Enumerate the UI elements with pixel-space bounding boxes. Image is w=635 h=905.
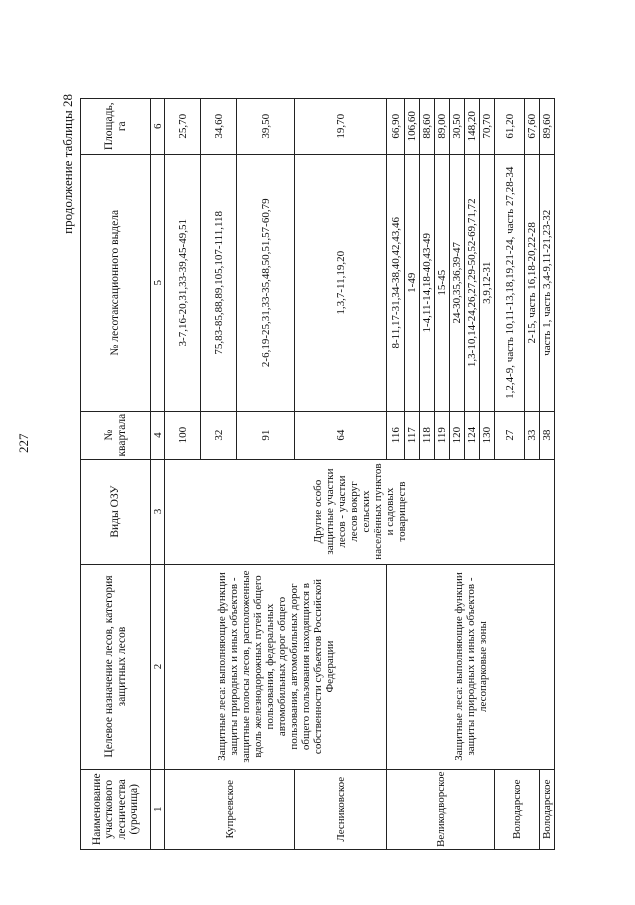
quarter-cell: 117 xyxy=(405,411,420,459)
col-num: 4 xyxy=(151,411,165,459)
vydel-cell: 1,3-10,14-24,26,27,29-50,52-69,71,72 xyxy=(465,154,480,411)
area-cell: 70,70 xyxy=(480,98,495,154)
purpose-forest-park: Защитные леса: выполняющие функции защиты природных и иных объектов - лесопарковые зоны xyxy=(387,564,555,769)
quarter-cell: 130 xyxy=(480,411,495,459)
table-caption: продолжение таблицы 28 xyxy=(60,94,75,234)
col-num: 6 xyxy=(151,98,165,154)
vydel-cell: 1,2,4-9, часть 10,11-13,18,19,21-24, часть 27,28-34 xyxy=(495,154,525,411)
vydel-cell: 3,9,12-31 xyxy=(480,154,495,411)
area-cell: 148,20 xyxy=(465,98,480,154)
area-cell: 39,50 xyxy=(237,98,295,154)
area-cell: 67,60 xyxy=(525,98,540,154)
page-number: 227 xyxy=(16,433,31,453)
col-num: 2 xyxy=(151,564,165,769)
vydel-cell: 2-6,19-25,31,33-35,48,50,51,57-60,79 xyxy=(237,154,295,411)
area-cell: 19,70 xyxy=(295,98,387,154)
area-cell: 30,50 xyxy=(450,98,465,154)
forest-table xyxy=(80,98,555,850)
ozu-type: Другие особо защитные участки лесов - участки лесов вокруг сельских населённых пунктов и садовых товариществ xyxy=(165,459,555,564)
area-cell: 34,60 xyxy=(201,98,237,154)
quarter-cell: 64 xyxy=(295,411,387,459)
header-purpose: Целевое назначение лесов, категория защитных лесов xyxy=(81,564,151,769)
quarter-cell: 27 xyxy=(495,411,525,459)
forestry-kupreevskoe: Купреевское xyxy=(165,769,295,849)
quarter-cell: 38 xyxy=(540,411,555,459)
col-num: 1 xyxy=(151,769,165,849)
area-cell: 106,60 xyxy=(405,98,420,154)
quarter-cell: 100 xyxy=(165,411,201,459)
vydel-cell: 3-7,16-20,31,33-39,45-49,51 xyxy=(165,154,201,411)
vydel-cell: 24-30,35,36,39-47 xyxy=(450,154,465,411)
forestry-volodarskoe: Володарское xyxy=(540,769,555,849)
forestry-velikodvorskoe: Великодворское xyxy=(387,769,495,849)
vydel-cell: 1-49 xyxy=(405,154,420,411)
forestry-volodarskoe: Володарское xyxy=(495,769,540,849)
quarter-cell: 116 xyxy=(387,411,405,459)
vydel-cell: 1-4,11-14,18-40,43-49 xyxy=(420,154,435,411)
table-row xyxy=(165,98,201,849)
vydel-cell: 8-11,17-31,34-38,40,42,43,46 xyxy=(387,154,405,411)
col-num: 3 xyxy=(151,459,165,564)
area-cell: 25,70 xyxy=(165,98,201,154)
vydel-cell: 1,3,7-11,19,20 xyxy=(295,154,387,411)
column-number-row xyxy=(151,98,165,849)
header-forestry: Наименование участкового лесничества (урочища) xyxy=(81,769,151,849)
rotated-page-content xyxy=(60,50,580,850)
header-ozu: Виды ОЗУ xyxy=(81,459,151,564)
quarter-cell: 91 xyxy=(237,411,295,459)
quarter-cell: 119 xyxy=(435,411,450,459)
quarter-cell: 32 xyxy=(201,411,237,459)
area-cell: 66,90 xyxy=(387,98,405,154)
purpose-protective-strips: Защитные леса: выполняющие функции защиты природных и иных объектов - защитные полосы лесов, расположенные вдоль железнодорожных путей общего пользования, федеральных автомобильных дорог общего пользования, автомобильных дорог общего пользования находящихся в собственности субъектов Российской Федерации xyxy=(165,564,387,769)
quarter-cell: 33 xyxy=(525,411,540,459)
header-area: Площадь, га xyxy=(81,98,151,154)
area-cell: 88,60 xyxy=(420,98,435,154)
area-cell: 61,20 xyxy=(495,98,525,154)
quarter-cell: 120 xyxy=(450,411,465,459)
area-cell: 89,60 xyxy=(540,98,555,154)
header-quarter: № квартала xyxy=(81,411,151,459)
header-vydel: № лесотаксационного выдела xyxy=(81,154,151,411)
vydel-cell: 75,83-85,88,89,105,107-111,118 xyxy=(201,154,237,411)
quarter-cell: 118 xyxy=(420,411,435,459)
col-num: 5 xyxy=(151,154,165,411)
vydel-cell: 15-45 xyxy=(435,154,450,411)
vydel-cell: часть 1, часть 3,4-9,11-21,23-32 xyxy=(540,154,555,411)
header-row xyxy=(81,98,151,849)
vydel-cell: 2-15, часть 16,18-20,22-28 xyxy=(525,154,540,411)
quarter-cell: 124 xyxy=(465,411,480,459)
forestry-lesnikovskoe: Лесниковское xyxy=(295,769,387,849)
area-cell: 89,00 xyxy=(435,98,450,154)
